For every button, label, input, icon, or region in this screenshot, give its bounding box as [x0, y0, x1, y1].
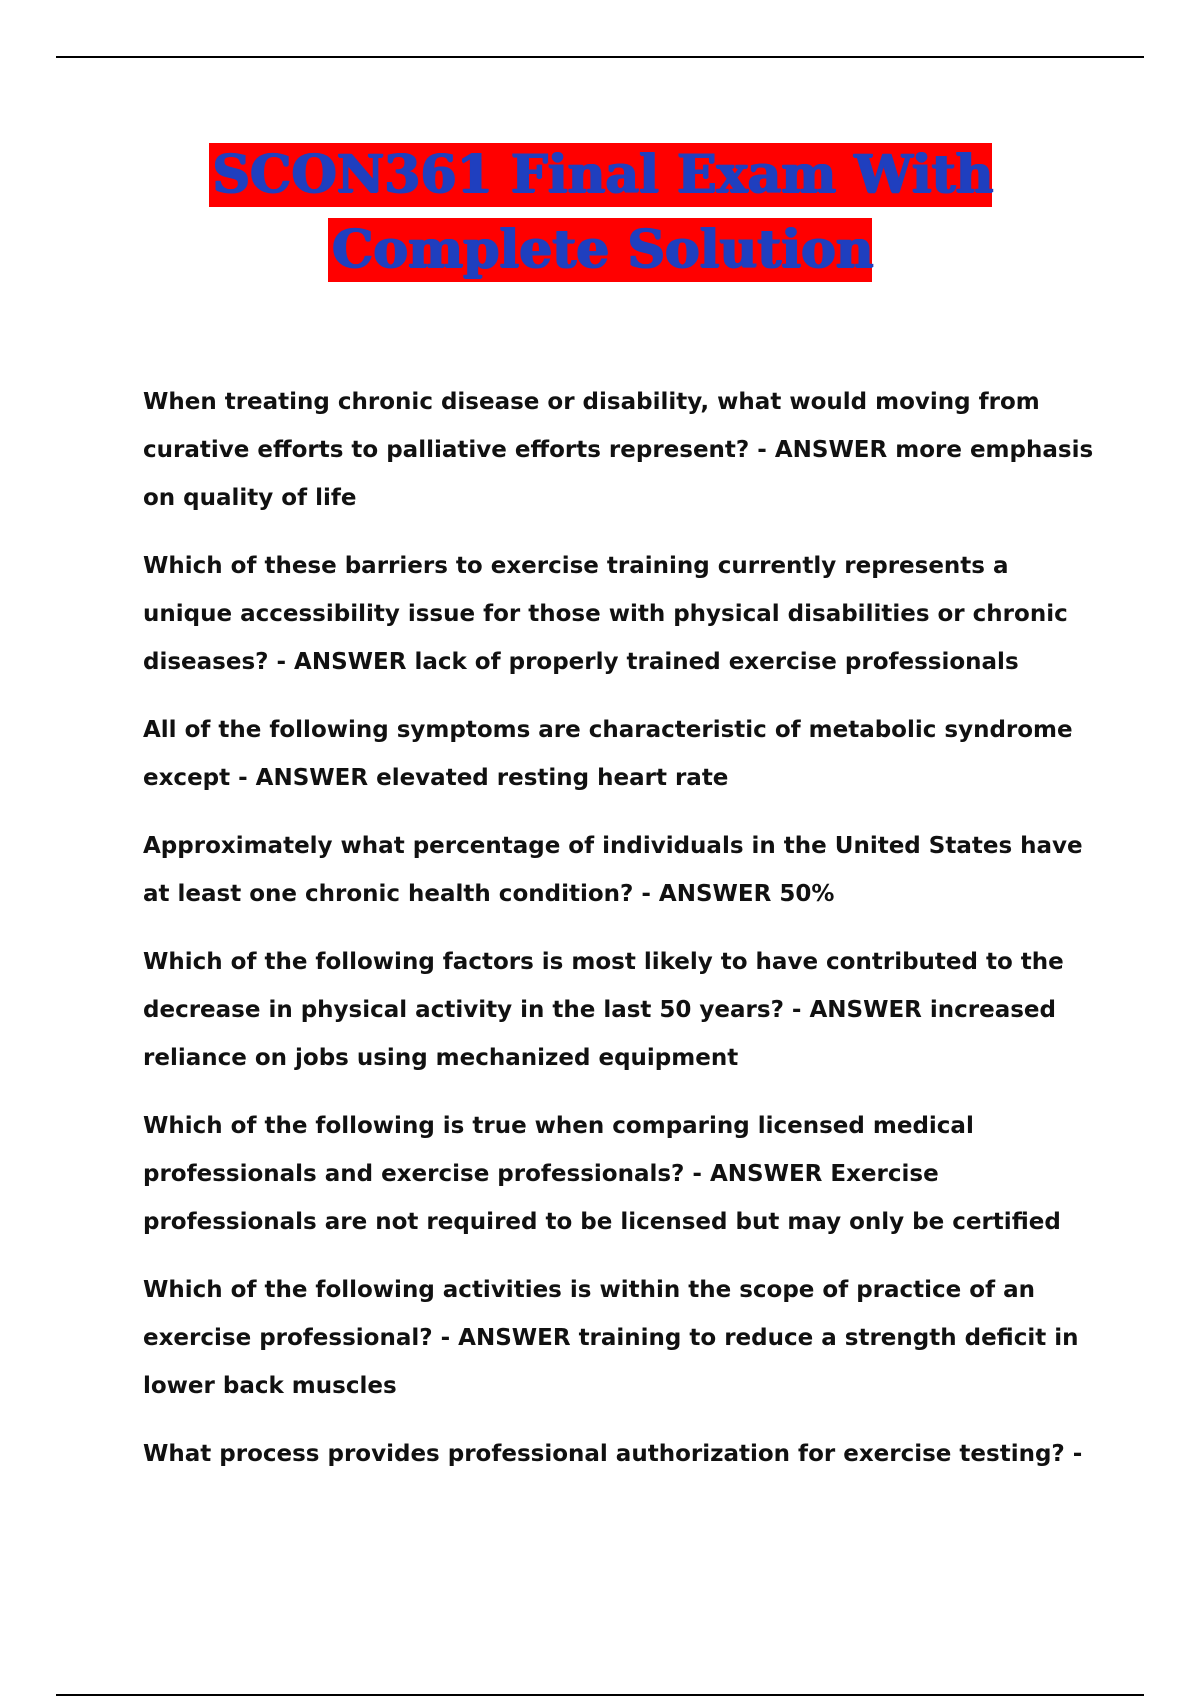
qa-item: Which of the following activities is within the scope of practice of an exercise professional? - ANSWER training to reduce a strength deficit in lower back muscles: [143, 1277, 1079, 1399]
qa-item: Which of these barriers to exercise training currently represents a unique accessibility issue for those with physical disabilities or chronic diseases? - ANSWER lack of properly trained exercise professionals: [143, 553, 1068, 675]
document-title: [0, 143, 1200, 282]
qa-item: Approximately what percentage of individuals in the United States have at least one chronic health condition? - ANSWER 50%: [143, 833, 1083, 907]
question-answer-list: [143, 378, 1103, 1498]
qa-item: What process provides professional authorization for exercise testing? -: [143, 1441, 1083, 1467]
qa-item: Which of the following factors is most likely to have contributed to the decrease in physical activity in the last 50 years? - ANSWER increased reliance on jobs using mechanized equipment: [143, 949, 1064, 1071]
bottom-rule: [56, 1694, 1144, 1696]
top-rule: [56, 56, 1144, 58]
title-line-2: Complete Solution: [328, 218, 872, 282]
qa-item: Which of the following is true when comparing licensed medical professionals and exercise professionals? - ANSWER Exercise professionals are not required to be licensed but may only be certified: [143, 1113, 1061, 1235]
qa-item: When treating chronic disease or disability, what would moving from curative efforts to palliative efforts represent? - ANSWER more emphasis on quality of life: [143, 389, 1094, 511]
title-line-1: SCON361 Final Exam With: [209, 143, 992, 207]
qa-item: All of the following symptoms are characteristic of metabolic syndrome except - ANSWER elevated resting heart rate: [143, 717, 1073, 791]
